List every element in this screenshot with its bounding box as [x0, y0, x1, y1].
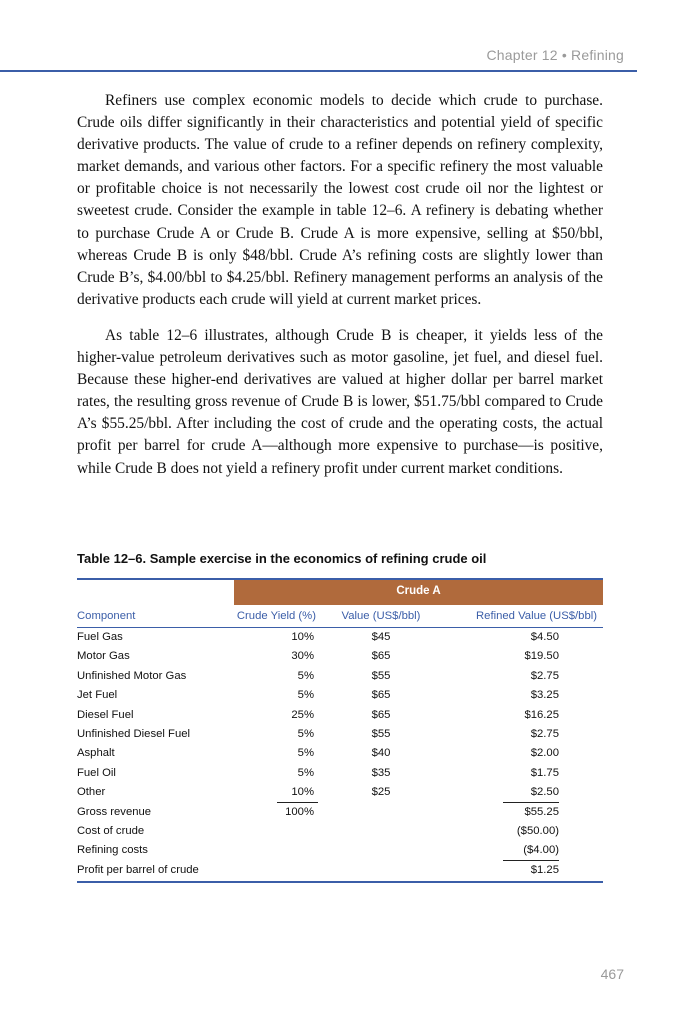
summary-refined-text: $1.25 — [530, 863, 559, 876]
cell-value: $35 — [371, 766, 391, 779]
table-header-row — [77, 605, 603, 628]
summary-label: Profit per barrel of crude — [77, 863, 199, 876]
summary-refined-text: $55.25 — [524, 805, 559, 818]
cell-value: $45 — [371, 631, 391, 643]
cell-component: Fuel Oil — [77, 766, 116, 779]
header-component: Component — [77, 610, 136, 622]
table-row — [77, 628, 603, 647]
summary-row — [77, 822, 603, 841]
header-rule — [0, 70, 637, 72]
summary-yield — [234, 861, 316, 880]
table-row — [77, 744, 603, 763]
table-body — [77, 628, 603, 880]
cell-refined — [446, 764, 603, 783]
table-bottom-rule — [77, 881, 603, 883]
cell-value: $25 — [371, 786, 391, 799]
cell-yield — [234, 783, 316, 802]
summary-label: Refining costs — [77, 844, 148, 857]
table-row — [77, 686, 603, 705]
summary-yield — [234, 822, 316, 841]
cell-component: Diesel Fuel — [77, 708, 134, 721]
cell-component: Unfinished Diesel Fuel — [77, 727, 191, 740]
cell-refined — [446, 783, 603, 802]
cell-value: $55 — [371, 727, 391, 740]
cell-yield-text: 5% — [297, 766, 314, 779]
crude-a-band: Crude A — [234, 580, 603, 605]
header-yield: Crude Yield (%) — [236, 610, 316, 622]
cell-refined-text: $2.00 — [530, 747, 559, 760]
table-row — [77, 647, 603, 666]
cell-component: Asphalt — [77, 747, 115, 760]
header-value: Value (US$/bbl) — [341, 610, 421, 622]
cell-value: $40 — [371, 747, 391, 760]
cell-refined — [446, 744, 603, 763]
paragraph-2: As table 12–6 illustrates, although Crude B is cheaper, it yields less of the higher-value petroleum derivatives such as motor gasoline, jet fuel, and diesel fuel. Because these higher-end derivatives are valued at higher dollar per barrel market rates, the resulting gross revenue of Crude B is lower, $51.75/bbl compared to Crude A’s $55.25/bbl. After including the cost of crude and the operating costs, the actual profit per barrel for crude A—although more expensive to purchase—is positive, while Crude B does not yield a refinery profit under current market conditions. — [77, 326, 603, 477]
cell-refined — [446, 706, 603, 725]
summary-refined — [446, 803, 603, 822]
cell-refined-text: $4.50 — [530, 631, 559, 643]
cell-refined — [446, 725, 603, 744]
summary-row — [77, 861, 603, 880]
summary-label: Gross revenue — [77, 805, 152, 818]
summary-refined-text: ($50.00) — [516, 824, 559, 837]
header-refined: Refined Value (US$/bbl) — [476, 610, 597, 622]
cell-component: Unfinished Motor Gas — [77, 669, 187, 682]
running-head: Chapter 12 • Refining — [486, 47, 624, 63]
cell-yield — [234, 706, 316, 725]
cell-refined-text: $2.50 — [530, 786, 559, 799]
summary-row — [77, 803, 603, 822]
cell-refined — [446, 686, 603, 705]
cell-yield-text: 5% — [297, 689, 314, 702]
cell-yield-text: 10% — [291, 786, 314, 799]
cell-value: $65 — [371, 689, 391, 702]
cell-yield — [234, 725, 316, 744]
cell-yield-text: 30% — [291, 650, 314, 663]
cell-yield-text: 5% — [297, 727, 314, 740]
page-number: 467 — [600, 966, 624, 982]
summary-yield — [234, 803, 316, 822]
table-band-row — [77, 578, 603, 605]
summary-yield-text: 100% — [285, 805, 314, 818]
cell-refined-text: $19.50 — [524, 650, 559, 663]
economics-table — [77, 578, 603, 883]
cell-yield-text: 25% — [291, 708, 314, 721]
band-spacer — [77, 580, 234, 605]
cell-yield — [234, 647, 316, 666]
cell-yield-text: 5% — [297, 747, 314, 760]
summary-refined — [446, 861, 603, 880]
cell-refined-text: $2.75 — [530, 727, 559, 740]
summary-value-empty — [316, 822, 446, 841]
table-row — [77, 725, 603, 744]
cell-yield — [234, 667, 316, 686]
summary-value-empty — [316, 803, 446, 822]
cell-yield-text: 10% — [291, 631, 314, 643]
summary-refined — [446, 822, 603, 841]
cell-refined-text: $2.75 — [530, 669, 559, 682]
summary-refined — [446, 841, 603, 860]
cell-refined-text: $16.25 — [524, 708, 559, 721]
cell-value: $65 — [371, 650, 391, 663]
cell-yield — [234, 686, 316, 705]
summary-value-empty — [316, 841, 446, 860]
cell-component: Jet Fuel — [77, 689, 118, 702]
cell-yield — [234, 628, 316, 647]
paragraph-1: Refiners use complex economic models to decide which crude to purchase. Crude oils differ significantly in their characteristics and potential yield of specific derivative products. The value of crude to a refiner depends on refinery complexity, market demands, and various other factors. For a specific refinery the most valuable or profitable choice is not necessarily the lowest cost crude oil nor the lightest or sweetest crude. Consider the example in table 12–6. A refinery is debating whether to purchase Crude A or Crude B. Crude A is more expensive, selling at $50/bbl, whereas Crude B is only $48/bbl. Crude A’s refining costs are slightly lower than Crude B’s, $4.00/bbl to $4.25/bbl. Refinery management performs an analysis of the derivative products each crude will yield at current market prices. — [77, 92, 603, 308]
cell-yield — [234, 764, 316, 783]
cell-refined — [446, 628, 603, 647]
cell-refined-text: $1.75 — [530, 766, 559, 779]
table-caption: Table 12–6. Sample exercise in the economics of refining crude oil — [77, 551, 487, 566]
summary-row — [77, 841, 603, 860]
summary-yield — [234, 841, 316, 860]
table-row — [77, 667, 603, 686]
cell-component: Fuel Gas — [77, 631, 123, 643]
summary-value-empty — [316, 861, 446, 880]
table-row — [77, 783, 603, 802]
body-text — [77, 90, 603, 480]
cell-refined — [446, 667, 603, 686]
cell-value: $65 — [371, 708, 391, 721]
table-row — [77, 764, 603, 783]
summary-refined-text: ($4.00) — [523, 844, 559, 857]
cell-value: $55 — [371, 669, 391, 682]
cell-refined-text: $3.25 — [530, 689, 559, 702]
cell-yield-text: 5% — [297, 669, 314, 682]
cell-yield — [234, 744, 316, 763]
cell-refined — [446, 647, 603, 666]
summary-label: Cost of crude — [77, 824, 145, 837]
table-row — [77, 706, 603, 725]
cell-component: Motor Gas — [77, 650, 130, 663]
cell-component: Other — [77, 786, 106, 799]
